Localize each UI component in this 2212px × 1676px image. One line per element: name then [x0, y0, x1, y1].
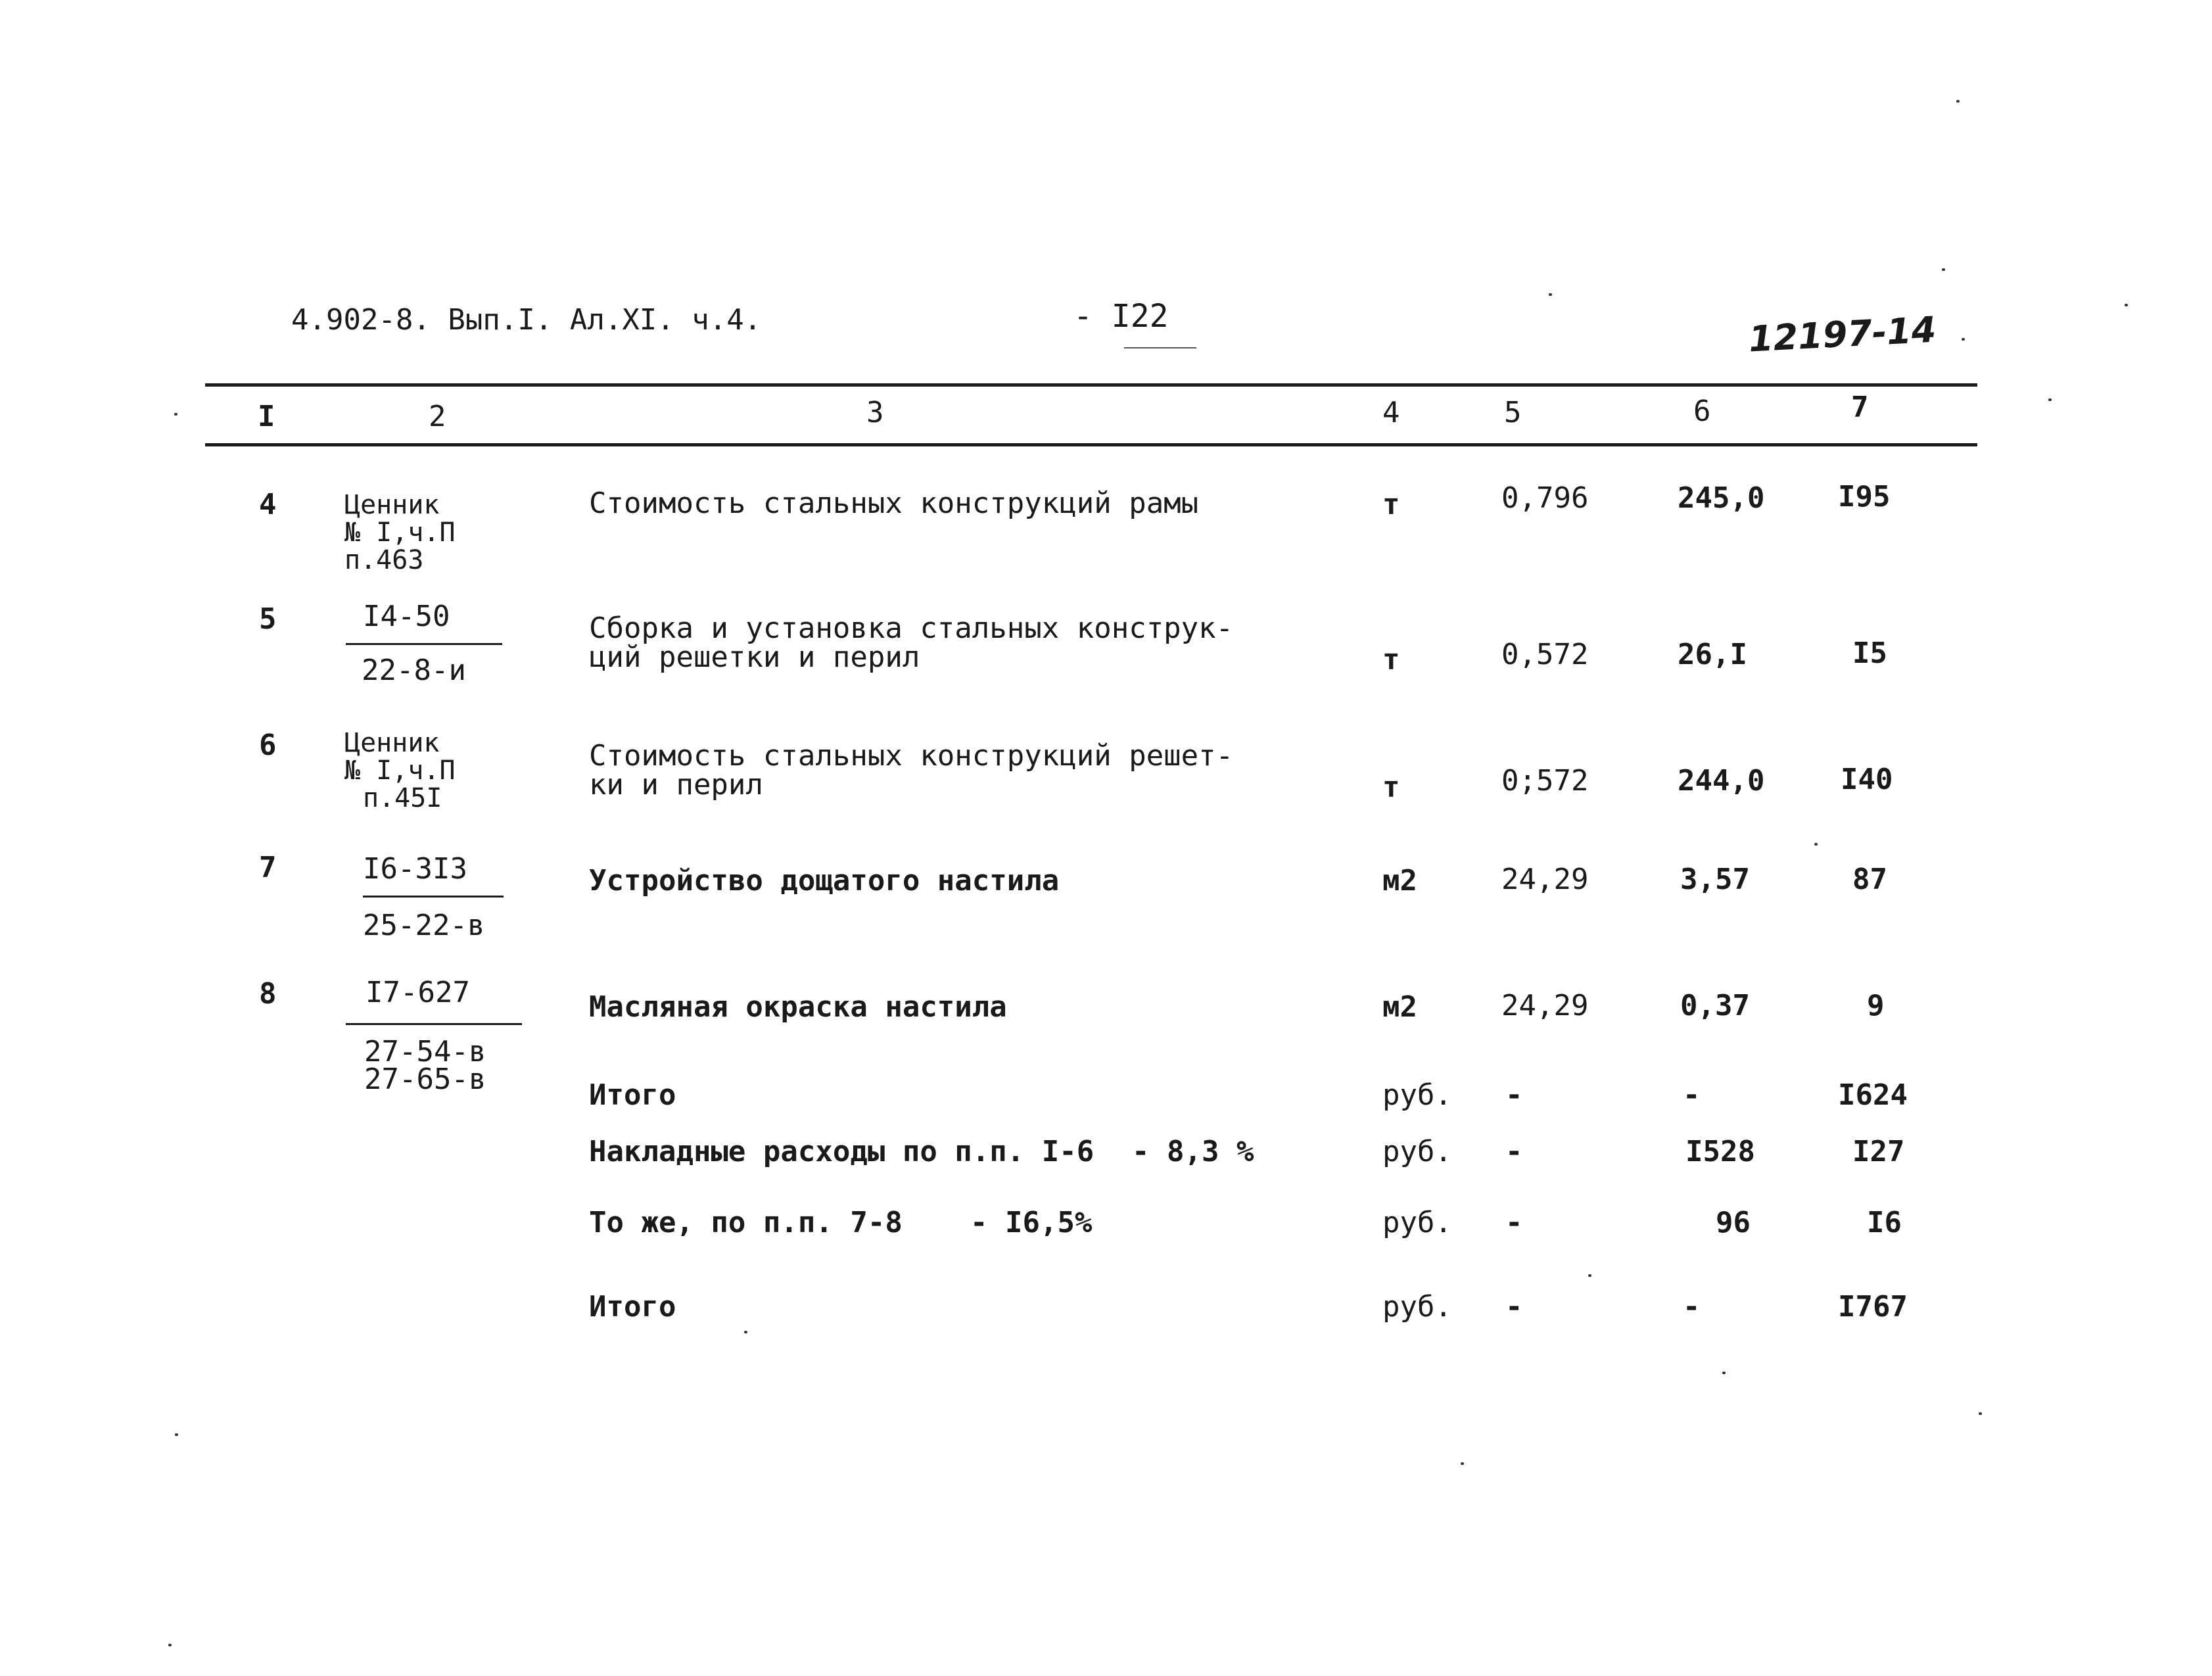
unit-price: 0,37	[1680, 989, 1750, 1022]
speck	[174, 413, 177, 416]
unit: т	[1382, 643, 1400, 677]
grand-total-label: Итого	[589, 1290, 676, 1324]
overhead-qty: -	[1505, 1135, 1523, 1168]
column-header-6: 6	[1693, 395, 1711, 428]
table-top-rule	[205, 383, 1977, 387]
overhead-rate: - I6,5%	[970, 1206, 1093, 1239]
price-list-ref: п.45I	[363, 783, 442, 813]
norm-code-top: I4-50	[363, 600, 450, 633]
row-number: 4	[259, 488, 277, 521]
unit: т	[1382, 488, 1400, 521]
quantity: 0;572	[1501, 764, 1589, 798]
overhead-label: То же, по п.п. 7-8	[589, 1206, 903, 1239]
work-description: Стоимость стальных конструкций рамы	[589, 487, 1199, 520]
row-number: 5	[259, 602, 277, 636]
work-description: ций решетки и перил	[589, 640, 920, 674]
speck	[1942, 268, 1945, 271]
total-qty: -	[1505, 1078, 1523, 1112]
price-list-ref: п.463	[344, 545, 424, 575]
total-label: Итого	[589, 1078, 676, 1112]
norm-code-bottom: 25-22-в	[363, 909, 485, 942]
column-header-1: I	[258, 400, 275, 433]
column-header-7: 7	[1851, 391, 1869, 424]
work-description: Сборка и установка стальных конструк-	[589, 611, 1234, 645]
overhead-unit: руб.	[1382, 1135, 1452, 1168]
document-code: 4.902-8. Вып.I. Ал.XI. ч.4.	[291, 303, 762, 337]
overhead-base: 96	[1716, 1206, 1751, 1239]
overhead-rate: - 8,3 %	[1132, 1135, 1254, 1168]
grand-total-cost: I767	[1838, 1290, 1908, 1324]
quantity: 24,29	[1501, 989, 1589, 1022]
total-cost: I624	[1838, 1078, 1908, 1112]
table-header-rule	[205, 443, 1977, 446]
speck	[1461, 1462, 1464, 1465]
grand-total-qty: -	[1505, 1290, 1523, 1324]
norm-code-divider	[346, 1023, 522, 1025]
overhead-label: Накладные расходы по п.п. I-6	[589, 1135, 1094, 1168]
overhead-base: I528	[1685, 1135, 1755, 1168]
quantity: 24,29	[1501, 863, 1589, 896]
norm-code-top: I7-627	[365, 976, 470, 1009]
page-number-underline	[1124, 347, 1196, 348]
overhead-cost: I6	[1867, 1206, 1902, 1239]
unit-price: 244,0	[1678, 764, 1765, 798]
unit: т	[1382, 771, 1400, 804]
total-cost: I5	[1852, 636, 1887, 670]
speck	[2125, 304, 2128, 306]
quantity: 0,572	[1501, 638, 1589, 671]
page-number: - I22	[1073, 298, 1169, 335]
grand-total-unit: руб.	[1382, 1290, 1452, 1324]
speck	[1979, 1412, 1982, 1415]
price-list-ref: № I,ч.П	[344, 755, 456, 786]
overhead-unit: руб.	[1382, 1206, 1452, 1239]
speck	[1956, 100, 1960, 103]
speck	[1814, 843, 1818, 846]
total-cost: 87	[1852, 863, 1887, 896]
total-cost: 9	[1867, 989, 1885, 1022]
row-number: 6	[259, 729, 277, 762]
speck	[1588, 1274, 1591, 1277]
speck	[1722, 1372, 1726, 1374]
work-description: Масляная окраска настила	[589, 990, 1007, 1024]
total-price: -	[1683, 1078, 1701, 1112]
speck	[168, 1644, 172, 1646]
total-cost: I40	[1841, 763, 1893, 796]
speck	[2048, 398, 2052, 401]
unit-price: 26,I	[1678, 638, 1747, 671]
unit-price: 3,57	[1680, 863, 1750, 896]
speck	[1549, 293, 1552, 296]
norm-code-bottom: 27-54-в	[364, 1035, 486, 1068]
unit: м2	[1382, 864, 1417, 898]
norm-code-bottom: 27-65-в	[364, 1063, 486, 1096]
column-header-4: 4	[1382, 396, 1400, 429]
speck	[175, 1433, 178, 1436]
work-description: Стоимость стальных конструкций решет-	[589, 739, 1234, 773]
total-unit: руб.	[1382, 1078, 1452, 1112]
quantity: 0,796	[1501, 481, 1589, 515]
overhead-qty: -	[1505, 1206, 1523, 1239]
norm-code-divider	[363, 896, 504, 898]
grand-total-price: -	[1683, 1290, 1701, 1324]
column-header-2: 2	[429, 400, 446, 433]
price-list-ref: № I,ч.П	[344, 517, 456, 548]
column-header-3: 3	[866, 396, 884, 429]
handwritten-number: 12197-14	[1747, 308, 1937, 360]
speck	[1962, 338, 1965, 341]
unit: м2	[1382, 990, 1417, 1024]
norm-code-bottom: 22-8-и	[362, 654, 466, 687]
row-number: 7	[259, 851, 277, 884]
norm-code-top: I6-3I3	[363, 852, 467, 886]
price-list-ref: Ценник	[344, 728, 440, 758]
overhead-cost: I27	[1852, 1135, 1905, 1168]
price-list-ref: Ценник	[344, 490, 440, 520]
speck	[744, 1331, 747, 1333]
column-header-5: 5	[1504, 396, 1522, 429]
unit-price: 245,0	[1678, 481, 1765, 515]
norm-code-divider	[346, 643, 502, 645]
total-cost: I95	[1838, 480, 1891, 514]
row-number: 8	[259, 977, 277, 1011]
work-description: Устройство дощатого настила	[589, 864, 1060, 898]
work-description: ки и перил	[589, 768, 763, 802]
